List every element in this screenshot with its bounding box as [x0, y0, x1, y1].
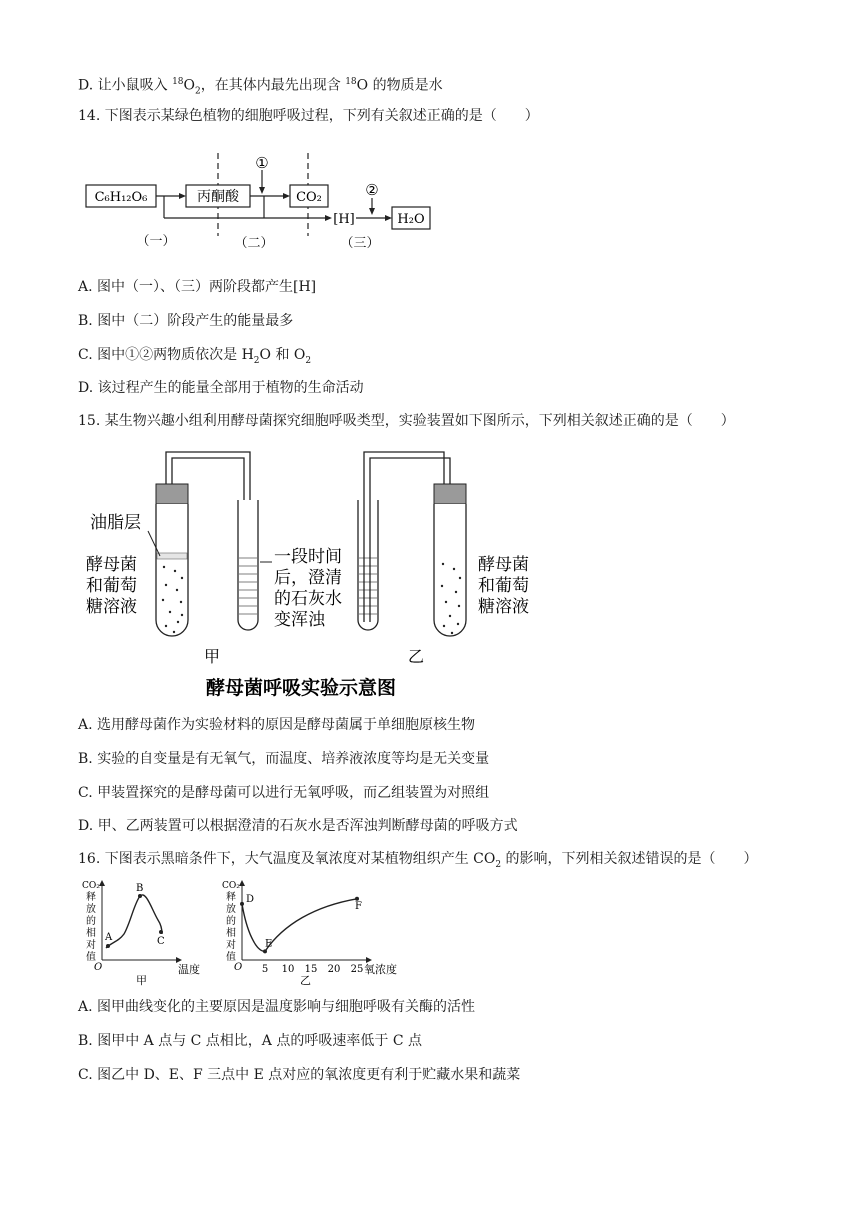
chart-yi-points: [240, 894, 362, 954]
figure-caption: 酵母菌呼吸实验示意图: [206, 677, 397, 699]
svg-text:值: 值: [226, 952, 236, 963]
stage-3-label: （三）: [340, 236, 380, 251]
chart-jia: [78, 876, 208, 986]
svg-text:放: 放: [226, 904, 236, 915]
chart-jia-title: 甲: [136, 974, 147, 986]
q15-option-d: D. 甲、乙两装置可以根据澄清的石灰水是否浑浊判断酵母菌的呼吸方式: [78, 818, 518, 834]
chart-yi-curve: [242, 899, 357, 952]
h2o-label: H₂O: [397, 212, 425, 227]
chart-yi-label-f: F: [355, 900, 362, 912]
yeast-right-label-2: 和葡萄: [478, 576, 529, 596]
h-label: [H]: [333, 212, 355, 227]
q16-stem: 16. 下图表示黑暗条件下，大气温度及氧浓度对某植物组织产生 $CO_2$ 的影响，下列相关叙述错误的是（ ）: [78, 851, 758, 870]
stopper-yi: [434, 484, 466, 504]
svg-text:的: 的: [86, 916, 96, 927]
q15-option-b: B. 实验的自变量是有无氧气，而温度、培养液浓度等均是无关变量: [78, 751, 490, 767]
q16-option-c: C. 图乙中 D、E、F 三点中 E 点对应的氧浓度更有利于贮藏水果和蔬菜: [78, 1067, 521, 1083]
svg-text:相: 相: [86, 928, 96, 939]
q16-option-a: A. 图甲曲线变化的主要原因是温度影响与细胞呼吸有关酶的活性: [78, 999, 476, 1015]
limewater-note-2: 后，澄清: [274, 568, 342, 588]
stopper-jia: [156, 484, 188, 504]
chart-jia-ylabel-co2: CO₂: [82, 881, 100, 891]
q15-stem: 15. 某生物兴趣小组利用酵母菌探究细胞呼吸类型，实验装置如下图所示，下列相关叙述正确的是（ ）: [78, 413, 735, 429]
chart-jia-point-c: [159, 930, 163, 934]
chart-yi-point-e: [263, 949, 267, 953]
svg-text:值: 值: [86, 952, 96, 963]
chart-jia-point-a: [106, 944, 110, 948]
co2-label: CO₂: [296, 190, 322, 205]
q15-yeast-apparatus: [78, 440, 558, 705]
chart-yi-tick-label: 25: [350, 964, 364, 975]
q14-stem: 14. 下图表示某绿色植物的细胞呼吸过程，下列有关叙述正确的是（ ）: [78, 108, 539, 124]
svg-text:的: 的: [226, 916, 236, 927]
q14-option-b: B. 图中（二）阶段产生的能量最多: [78, 313, 294, 329]
limewater-note-1: 一段时间: [274, 547, 342, 567]
chart-yi-label-d: D: [246, 893, 255, 905]
limewater-tube-yi: [358, 500, 378, 630]
chart-jia-origin: O: [94, 962, 103, 973]
chart-yi-point-d: [240, 902, 244, 906]
stage-1-label: （一）: [136, 234, 176, 249]
chart-jia-point-b: [138, 894, 142, 898]
chart-jia-label-a: A: [105, 932, 113, 943]
yeast-left-label-3: 糖溶液: [86, 597, 137, 617]
svg-text:对: 对: [226, 940, 236, 951]
oil-layer: [157, 553, 187, 559]
chart-jia-label-b: B: [136, 883, 144, 894]
mark-2: ②: [365, 181, 379, 199]
yeast-right-label-1: 酵母菌: [478, 555, 529, 575]
q14-respiration-diagram: [78, 148, 448, 258]
chart-yi-xlabel: 氧浓度: [364, 963, 397, 976]
yeast-left-label-2: 和葡萄: [86, 576, 137, 596]
chart-yi-tick-label: 5: [261, 964, 269, 975]
q15-option-c: C. 甲装置探究的是酵母菌可以进行无氧呼吸，而乙组装置为对照组: [78, 785, 490, 801]
chart-yi-label-e: E: [265, 938, 273, 950]
limewater-note-3: 的石灰水: [274, 589, 342, 609]
chart-yi-ylabel-co2: CO₂: [222, 881, 240, 891]
chart-yi-tick-label: 10: [281, 964, 295, 975]
svg-text:对: 对: [86, 940, 96, 951]
chart-yi-origin: O: [234, 962, 243, 973]
q13-option-d: D. 让小鼠吸入 $^{18}O_2$，在其体内最先出现含 $^{18}$O 的物质是水: [78, 77, 443, 97]
chart-yi: [218, 876, 408, 986]
svg-text:释: 释: [226, 892, 236, 903]
yeast-left-label-1: 酵母菌: [86, 555, 137, 575]
svg-text:释: 释: [86, 892, 96, 903]
label-jia: 甲: [204, 647, 221, 666]
oil-layer-label: 油脂层: [90, 513, 141, 533]
yeast-right-label-3: 糖溶液: [478, 597, 529, 617]
chart-yi-ticks: [262, 964, 364, 975]
svg-text:放: 放: [86, 904, 96, 915]
q16-option-b: B. 图甲中 A 点与 C 点相比，A 点的呼吸速率低于 C 点: [78, 1033, 422, 1049]
tube-jia: [156, 504, 188, 636]
stage-2-label: （二）: [234, 236, 274, 251]
limewater-tube-jia: [238, 500, 258, 630]
limewater-note-4: 变浑浊: [274, 610, 325, 630]
glucose-label: C₆H₁₂O₆: [94, 190, 148, 205]
mark-1: ①: [255, 154, 269, 172]
chart-yi-title: 乙: [300, 974, 311, 986]
q14-option-a: A. 图中（一）、（三）两阶段都产生[H]: [78, 279, 317, 295]
q15-option-a: A. 选用酵母菌作为实验材料的原因是酵母菌属于单细胞原核生物: [78, 717, 476, 733]
chart-yi-tick-label: 20: [327, 964, 341, 975]
q14-option-d: D. 该过程产生的能量全部用于植物的生命活动: [78, 380, 364, 396]
pyruvate-label: 丙酮酸: [197, 189, 239, 205]
chart-yi-tick-label: 15: [304, 964, 318, 975]
chart-jia-xlabel: 温度: [178, 963, 200, 976]
svg-text:相: 相: [226, 928, 236, 939]
label-yi: 乙: [408, 647, 425, 666]
q14-option-c: C. 图中①②两物质依次是 $H_2O$ 和 $O_2$: [78, 347, 312, 366]
chart-jia-label-c: C: [157, 936, 165, 947]
chart-jia-curve: [106, 895, 162, 948]
